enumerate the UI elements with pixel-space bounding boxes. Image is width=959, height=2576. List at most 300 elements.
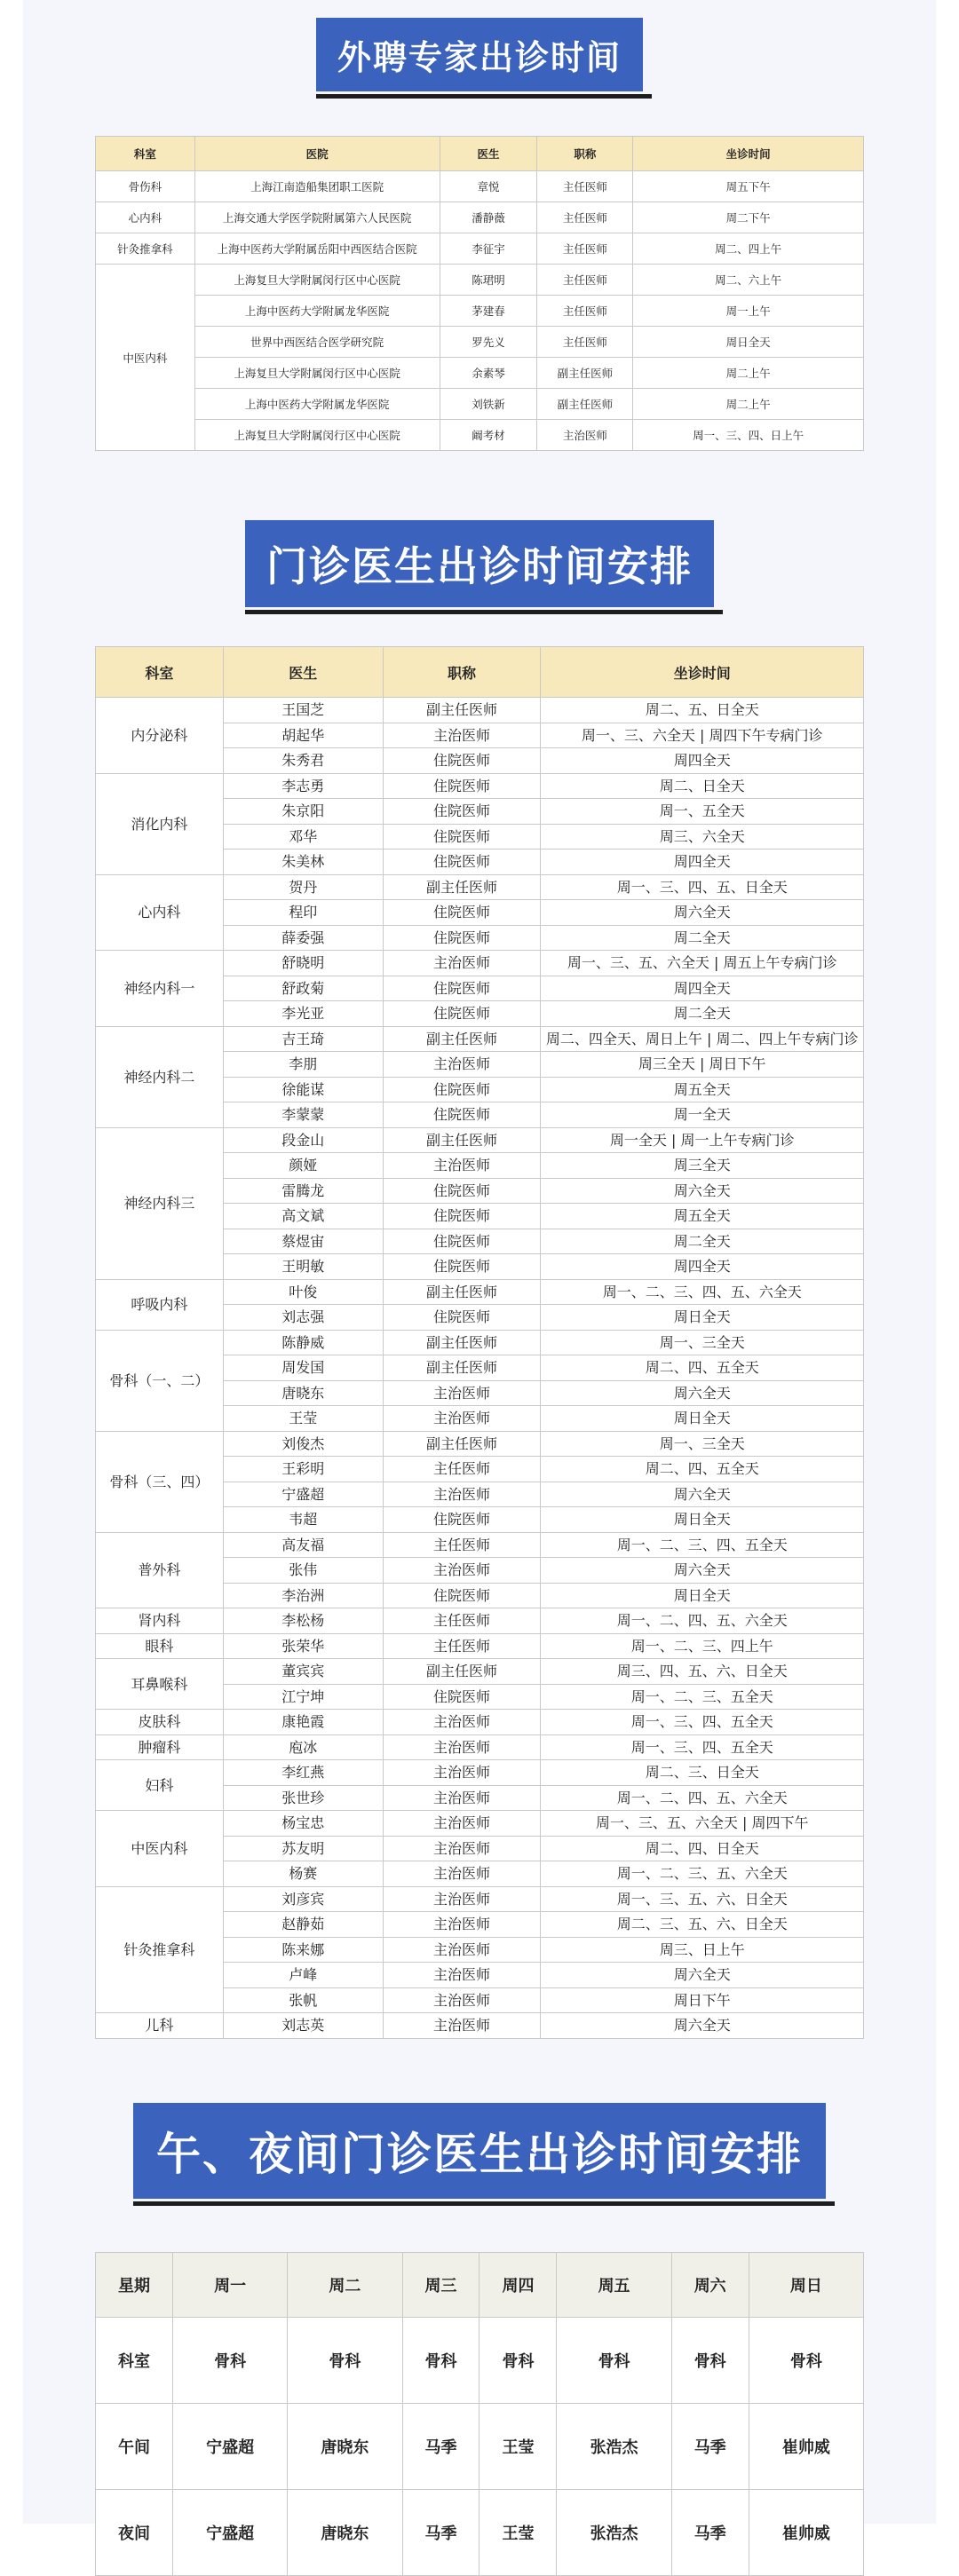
table-cell: 李蒙蒙	[223, 1102, 383, 1128]
table-row	[96, 358, 864, 389]
table-cell: 周三、六全天	[541, 824, 864, 849]
column-header: 医生	[223, 647, 383, 698]
table-cell: 住院医师	[383, 976, 541, 1001]
table-cell: 章悦	[440, 171, 537, 202]
table-cell: 周发国	[223, 1355, 383, 1381]
table-cell: 周二、三、五、六、日全天	[541, 1912, 864, 1938]
table-row	[96, 1532, 864, 1558]
table-cell: 周二全天	[541, 1001, 864, 1027]
table-row	[96, 1026, 864, 1052]
table-row	[96, 1710, 864, 1735]
table-cell: 副主任医师	[383, 1355, 541, 1381]
table-cell: 朱美林	[223, 849, 383, 875]
section2-banner-wrap	[23, 520, 936, 607]
table-cell: 住院医师	[383, 849, 541, 875]
table-cell: 唐晓东	[223, 1380, 383, 1406]
table-cell: 周二全天	[541, 1229, 864, 1254]
table-cell: 主治医师	[383, 1785, 541, 1811]
table-cell: 周二上午	[633, 389, 864, 420]
table-cell: 马季	[402, 2489, 480, 2575]
table-row	[96, 389, 864, 420]
table-cell: 副主任医师	[383, 874, 541, 900]
table-cell: 住院医师	[383, 1684, 541, 1710]
table-cell: 周二、六上午	[633, 265, 864, 296]
dept-cell: 神经内科一	[96, 951, 224, 1027]
table-cell: 阚考材	[440, 420, 537, 451]
table-cell: 王国芝	[223, 698, 383, 723]
table-cell: 周六全天	[541, 1178, 864, 1204]
table-cell: 张伟	[223, 1558, 383, 1584]
column-header: 周二	[288, 2252, 402, 2317]
table-cell: 程印	[223, 900, 383, 926]
dept-cell: 神经内科三	[96, 1127, 224, 1279]
table-cell: 住院医师	[383, 1583, 541, 1608]
table-cell: 周三全天 | 周日下午	[541, 1052, 864, 1078]
table-cell: 主任医师	[537, 233, 633, 265]
table-cell: 上海复旦大学附属闵行区中心医院	[194, 420, 440, 451]
table-cell: 住院医师	[383, 1305, 541, 1331]
table-row	[96, 1734, 864, 1760]
table-cell: 上海中医药大学附属龙华医院	[194, 389, 440, 420]
dept-cell: 耳鼻喉科	[96, 1659, 224, 1710]
table-cell: 上海江南造船集团职工医院	[194, 171, 440, 202]
table-cell: 上海复旦大学附属闵行区中心医院	[194, 358, 440, 389]
table-cell: 副主任医师	[383, 1026, 541, 1052]
dept-cell: 眼科	[96, 1633, 224, 1659]
table-cell: 周日下午	[541, 1987, 864, 2013]
table-cell: 崔帅威	[749, 2489, 863, 2575]
table-row	[96, 951, 864, 976]
table-cell: 主治医师	[383, 1380, 541, 1406]
table-cell: 骨科	[557, 2317, 671, 2403]
table-cell: 吉王琦	[223, 1026, 383, 1052]
table-row	[96, 1608, 864, 1634]
table-cell: 张浩杰	[557, 2489, 671, 2575]
table-cell: 主治医师	[383, 1937, 541, 1963]
table-cell: 主治医师	[383, 1153, 541, 1179]
table-cell: 骨科	[749, 2317, 863, 2403]
dept-cell: 肿瘤科	[96, 1734, 224, 1760]
table-cell: 张荣华	[223, 1633, 383, 1659]
dept-cell: 儿科	[96, 2013, 224, 2039]
table-cell: 周一、二、三、四、五、六全天	[541, 1279, 864, 1305]
table-cell: 住院医师	[383, 824, 541, 849]
section1-title: 外聘专家出诊时间	[316, 18, 643, 91]
table-cell: 康艳霞	[223, 1710, 383, 1735]
section3-title: 午、夜间门诊医生出诊时间安排	[133, 2103, 826, 2199]
table-cell: 主治医师	[383, 1861, 541, 1887]
table-cell: 主治医师	[537, 420, 633, 451]
table-cell: 周六全天	[541, 1482, 864, 1507]
table-cell: 住院医师	[383, 773, 541, 799]
table-cell: 住院医师	[383, 1229, 541, 1254]
table-cell: 蔡煜宙	[223, 1229, 383, 1254]
dept-cell: 骨科（三、四）	[96, 1431, 224, 1532]
table-cell: 周六全天	[541, 900, 864, 926]
table-row	[96, 2403, 864, 2489]
table-cell: 杨赛	[223, 1861, 383, 1887]
table-cell: 马季	[671, 2403, 749, 2489]
table-row	[96, 1886, 864, 1912]
table-cell: 周一、二、三、四、五全天	[541, 1532, 864, 1558]
table-cell: 马季	[402, 2403, 480, 2489]
table-cell: 周一、五全天	[541, 799, 864, 825]
table-cell: 周二全天	[541, 925, 864, 951]
table-cell: 副主任医师	[537, 389, 633, 420]
table-cell: 主任医师	[537, 202, 633, 233]
column-header: 星期	[96, 2252, 173, 2317]
table-cell: 周二、四、日全天	[541, 1836, 864, 1861]
table-cell: 王莹	[480, 2403, 557, 2489]
table-cell: 徐能谋	[223, 1077, 383, 1102]
table-cell: 朱京阳	[223, 799, 383, 825]
table-row	[96, 2489, 864, 2575]
table-cell: 江宁坤	[223, 1684, 383, 1710]
table-cell: 潘静薇	[440, 202, 537, 233]
table-cell: 苏友明	[223, 1836, 383, 1861]
table-cell: 唐晓东	[288, 2489, 402, 2575]
table-cell: 宁盛超	[172, 2489, 287, 2575]
table-cell: 朱秀君	[223, 748, 383, 774]
table-cell: 周二、四上午	[633, 233, 864, 265]
table-cell: 副主任医师	[383, 1127, 541, 1153]
table-cell: 周二、四全天、周日上午 | 周二、四上午专病门诊	[541, 1026, 864, 1052]
table-cell: 周三、日上午	[541, 1937, 864, 1963]
table-cell: 骨科	[288, 2317, 402, 2403]
header-row	[96, 2252, 864, 2317]
table-cell: 世界中西医结合医学研究院	[194, 327, 440, 358]
table-cell: 周一全天 | 周一上午专病门诊	[541, 1127, 864, 1153]
column-header: 坐诊时间	[633, 137, 864, 171]
table-cell: 薛委强	[223, 925, 383, 951]
table-cell: 午间	[96, 2403, 173, 2489]
table-cell: 唐晓东	[288, 2403, 402, 2489]
table-row	[96, 1127, 864, 1153]
table-cell: 陈来娜	[223, 1937, 383, 1963]
section3-banner-wrap	[23, 2103, 936, 2199]
table-cell: 杨宝忠	[223, 1811, 383, 1837]
table-cell: 崔帅威	[749, 2403, 863, 2489]
table-cell: 主任医师	[537, 296, 633, 327]
table-row	[96, 171, 864, 202]
table-cell: 茅建春	[440, 296, 537, 327]
table-cell: 周四全天	[541, 976, 864, 1001]
dept-cell: 肾内科	[96, 1608, 224, 1634]
table-cell: 李治洲	[223, 1583, 383, 1608]
noon-night-schedule-table	[95, 2252, 864, 2576]
table-cell: 主治医师	[383, 1406, 541, 1432]
table-cell: 周二、日全天	[541, 773, 864, 799]
table-cell: 周一、三、五、六全天 | 周四下午	[541, 1811, 864, 1837]
table-cell: 住院医师	[383, 1102, 541, 1128]
column-header: 坐诊时间	[541, 647, 864, 698]
table-cell: 贺丹	[223, 874, 383, 900]
table-row	[96, 1330, 864, 1355]
table-cell: 副主任医师	[383, 698, 541, 723]
table-cell: 雷腾龙	[223, 1178, 383, 1204]
header-row	[96, 647, 864, 698]
table-row	[96, 327, 864, 358]
table-row	[96, 265, 864, 296]
table-cell: 李征宇	[440, 233, 537, 265]
table-cell: 住院医师	[383, 1001, 541, 1027]
column-header: 职称	[537, 137, 633, 171]
table-cell: 周四全天	[541, 1254, 864, 1280]
table-cell: 董宾宾	[223, 1659, 383, 1685]
table-cell: 副主任医师	[383, 1330, 541, 1355]
table-cell: 高友福	[223, 1532, 383, 1558]
table-cell: 主治医师	[383, 951, 541, 976]
column-header: 周三	[402, 2252, 480, 2317]
dept-cell: 骨科（一、二）	[96, 1330, 224, 1431]
dept-cell: 妇科	[96, 1760, 224, 1811]
table-cell: 王莹	[223, 1406, 383, 1432]
table-row	[96, 1633, 864, 1659]
column-header: 科室	[96, 137, 195, 171]
dept-cell: 针灸推拿科	[96, 233, 195, 265]
table-cell: 主治医师	[383, 1558, 541, 1584]
table-cell: 周日全天	[541, 1507, 864, 1533]
table-row	[96, 202, 864, 233]
table-row	[96, 874, 864, 900]
table-cell: 颜娅	[223, 1153, 383, 1179]
table-cell: 周一、二、三、五、六全天	[541, 1861, 864, 1887]
table-cell: 李朋	[223, 1052, 383, 1078]
table-cell: 周五全天	[541, 1077, 864, 1102]
table-cell: 主治医师	[383, 1987, 541, 2013]
table-cell: 周五全天	[541, 1204, 864, 1229]
table-cell: 主治医师	[383, 1963, 541, 1988]
dept-cell: 皮肤科	[96, 1710, 224, 1735]
table-cell: 主治医师	[383, 1710, 541, 1735]
table-row	[96, 698, 864, 723]
table-cell: 周日全天	[541, 1305, 864, 1331]
table-cell: 周一、三、六全天 | 周四下午专病门诊	[541, 723, 864, 748]
dept-cell: 骨伤科	[96, 171, 195, 202]
table-cell: 骨科	[172, 2317, 287, 2403]
table-cell: 周日全天	[541, 1406, 864, 1432]
table-cell: 周一、三、四、日上午	[633, 420, 864, 451]
column-header: 周一	[172, 2252, 287, 2317]
table-cell: 主治医师	[383, 1836, 541, 1861]
table-cell: 副主任医师	[383, 1659, 541, 1685]
table-row	[96, 2013, 864, 2039]
dept-cell: 普外科	[96, 1532, 224, 1608]
table-cell: 周三全天	[541, 1153, 864, 1179]
table-cell: 住院医师	[383, 1204, 541, 1229]
table-cell: 舒晓明	[223, 951, 383, 976]
table-cell: 周日全天	[541, 1583, 864, 1608]
column-header: 科室	[96, 647, 224, 698]
table-cell: 周一、三、五、六、日全天	[541, 1886, 864, 1912]
table-cell: 夜间	[96, 2489, 173, 2575]
table-cell: 主治医师	[383, 1886, 541, 1912]
table-cell: 张帆	[223, 1987, 383, 2013]
table-cell: 李志勇	[223, 773, 383, 799]
table-cell: 主治医师	[383, 1482, 541, 1507]
table-cell: 宁盛超	[223, 1482, 383, 1507]
table-cell: 余素琴	[440, 358, 537, 389]
table-cell: 周六全天	[541, 2013, 864, 2039]
table-cell: 周一、三、四、五、日全天	[541, 874, 864, 900]
table-cell: 主任医师	[383, 1457, 541, 1482]
dept-cell: 心内科	[96, 874, 224, 951]
dept-cell: 中医内科	[96, 265, 195, 451]
table-cell: 陈静威	[223, 1330, 383, 1355]
column-header: 周日	[749, 2252, 863, 2317]
table-cell: 刘志英	[223, 2013, 383, 2039]
table-cell: 主任医师	[537, 265, 633, 296]
table-cell: 副主任医师	[383, 1431, 541, 1457]
table-cell: 副主任医师	[537, 358, 633, 389]
table-cell: 周一、三、四、五全天	[541, 1734, 864, 1760]
table-cell: 陈珺明	[440, 265, 537, 296]
table-row	[96, 1279, 864, 1305]
table-row	[96, 773, 864, 799]
table-cell: 刘志强	[223, 1305, 383, 1331]
table-cell: 住院医师	[383, 799, 541, 825]
table-cell: 周二下午	[633, 202, 864, 233]
table-cell: 周一、三、四、五全天	[541, 1710, 864, 1735]
table-cell: 周四全天	[541, 748, 864, 774]
table-cell: 主任医师	[383, 1633, 541, 1659]
table-cell: 骨科	[671, 2317, 749, 2403]
table-cell: 上海中医药大学附属龙华医院	[194, 296, 440, 327]
outpatient-schedule-table	[95, 646, 864, 2039]
table-cell: 上海中医药大学附属岳阳中西医结合医院	[194, 233, 440, 265]
table-cell: 主治医师	[383, 1052, 541, 1078]
dept-cell: 心内科	[96, 202, 195, 233]
table-cell: 李光亚	[223, 1001, 383, 1027]
table-cell: 骨科	[402, 2317, 480, 2403]
dept-cell: 呼吸内科	[96, 1279, 224, 1330]
table-cell: 住院医师	[383, 1077, 541, 1102]
table-row	[96, 2317, 864, 2403]
table-cell: 住院医师	[383, 748, 541, 774]
table-cell: 住院医师	[383, 1178, 541, 1204]
table-cell: 周二、三、日全天	[541, 1760, 864, 1786]
table-cell: 高文斌	[223, 1204, 383, 1229]
table-cell: 骨科	[480, 2317, 557, 2403]
external-experts-table	[95, 136, 864, 451]
table-cell: 卢峰	[223, 1963, 383, 1988]
table-cell: 王明敏	[223, 1254, 383, 1280]
table-row	[96, 1811, 864, 1837]
table-cell: 周一、三、五、六全天 | 周五上午专病门诊	[541, 951, 864, 976]
table-cell: 周六全天	[541, 1963, 864, 1988]
dept-cell: 针灸推拿科	[96, 1886, 224, 2013]
table-cell: 上海交通大学医学院附属第六人民医院	[194, 202, 440, 233]
table-cell: 主任医师	[537, 171, 633, 202]
table-cell: 韦超	[223, 1507, 383, 1533]
table-cell: 主治医师	[383, 1760, 541, 1786]
table-cell: 住院医师	[383, 1254, 541, 1280]
table-row	[96, 1659, 864, 1685]
column-header: 周四	[480, 2252, 557, 2317]
page	[23, 0, 936, 2543]
table-cell: 主治医师	[383, 723, 541, 748]
table-cell: 周一、二、四、五、六全天	[541, 1785, 864, 1811]
column-header: 医生	[440, 137, 537, 171]
table-cell: 王莹	[480, 2489, 557, 2575]
table-cell: 住院医师	[383, 900, 541, 926]
table-cell: 李松杨	[223, 1608, 383, 1634]
table-cell: 副主任医师	[383, 1279, 541, 1305]
table-cell: 刘彦宾	[223, 1886, 383, 1912]
table-cell: 李红燕	[223, 1760, 383, 1786]
table-cell: 宁盛超	[172, 2403, 287, 2489]
dept-cell: 中医内科	[96, 1811, 224, 1887]
dept-cell: 内分泌科	[96, 698, 224, 774]
table-cell: 周二、四、五全天	[541, 1355, 864, 1381]
table-cell: 周一、二、三、五全天	[541, 1684, 864, 1710]
column-header: 职称	[383, 647, 541, 698]
table-row	[96, 296, 864, 327]
table-cell: 周六全天	[541, 1558, 864, 1584]
table-cell: 刘俊杰	[223, 1431, 383, 1457]
table-cell: 周一、二、四、五、六全天	[541, 1608, 864, 1634]
table-cell: 周一、三全天	[541, 1330, 864, 1355]
table-cell: 周一上午	[633, 296, 864, 327]
table-cell: 赵静茹	[223, 1912, 383, 1938]
column-header: 医院	[194, 137, 440, 171]
table-cell: 科室	[96, 2317, 173, 2403]
section1-banner-wrap	[23, 18, 936, 91]
table-cell: 主治医师	[383, 1811, 541, 1837]
table-cell: 叶俊	[223, 1279, 383, 1305]
table-cell: 邓华	[223, 824, 383, 849]
table-cell: 马季	[671, 2489, 749, 2575]
table-cell: 主治医师	[383, 1912, 541, 1938]
table-cell: 主任医师	[537, 327, 633, 358]
table-cell: 周五下午	[633, 171, 864, 202]
table-cell: 上海复旦大学附属闵行区中心医院	[194, 265, 440, 296]
table-cell: 庖冰	[223, 1734, 383, 1760]
dept-cell: 消化内科	[96, 773, 224, 874]
table-cell: 住院医师	[383, 925, 541, 951]
table-row	[96, 1760, 864, 1786]
table-cell: 张世珍	[223, 1785, 383, 1811]
table-cell: 主任医师	[383, 1608, 541, 1634]
table-cell: 周一、二、三、四上午	[541, 1633, 864, 1659]
table-cell: 段金山	[223, 1127, 383, 1153]
table-cell: 周二、四、五全天	[541, 1457, 864, 1482]
table-cell: 周四全天	[541, 849, 864, 875]
table-cell: 主治医师	[383, 1734, 541, 1760]
table-cell: 张浩杰	[557, 2403, 671, 2489]
dept-cell: 神经内科二	[96, 1026, 224, 1127]
table-cell: 罗先义	[440, 327, 537, 358]
table-row	[96, 420, 864, 451]
column-header: 周五	[557, 2252, 671, 2317]
table-cell: 住院医师	[383, 1507, 541, 1533]
table-cell: 周三、四、五、六、日全天	[541, 1659, 864, 1685]
table-cell: 王彩明	[223, 1457, 383, 1482]
header-row	[96, 137, 864, 171]
table-cell: 主治医师	[383, 2013, 541, 2039]
table-cell: 周一全天	[541, 1102, 864, 1128]
section2-title: 门诊医生出诊时间安排	[245, 520, 714, 607]
table-cell: 刘铁新	[440, 389, 537, 420]
table-cell: 周日全天	[633, 327, 864, 358]
table-cell: 主任医师	[383, 1532, 541, 1558]
table-cell: 舒政菊	[223, 976, 383, 1001]
table-cell: 周六全天	[541, 1380, 864, 1406]
table-row	[96, 233, 864, 265]
table-cell: 胡起华	[223, 723, 383, 748]
table-cell: 周二、五、日全天	[541, 698, 864, 723]
table-row	[96, 1431, 864, 1457]
